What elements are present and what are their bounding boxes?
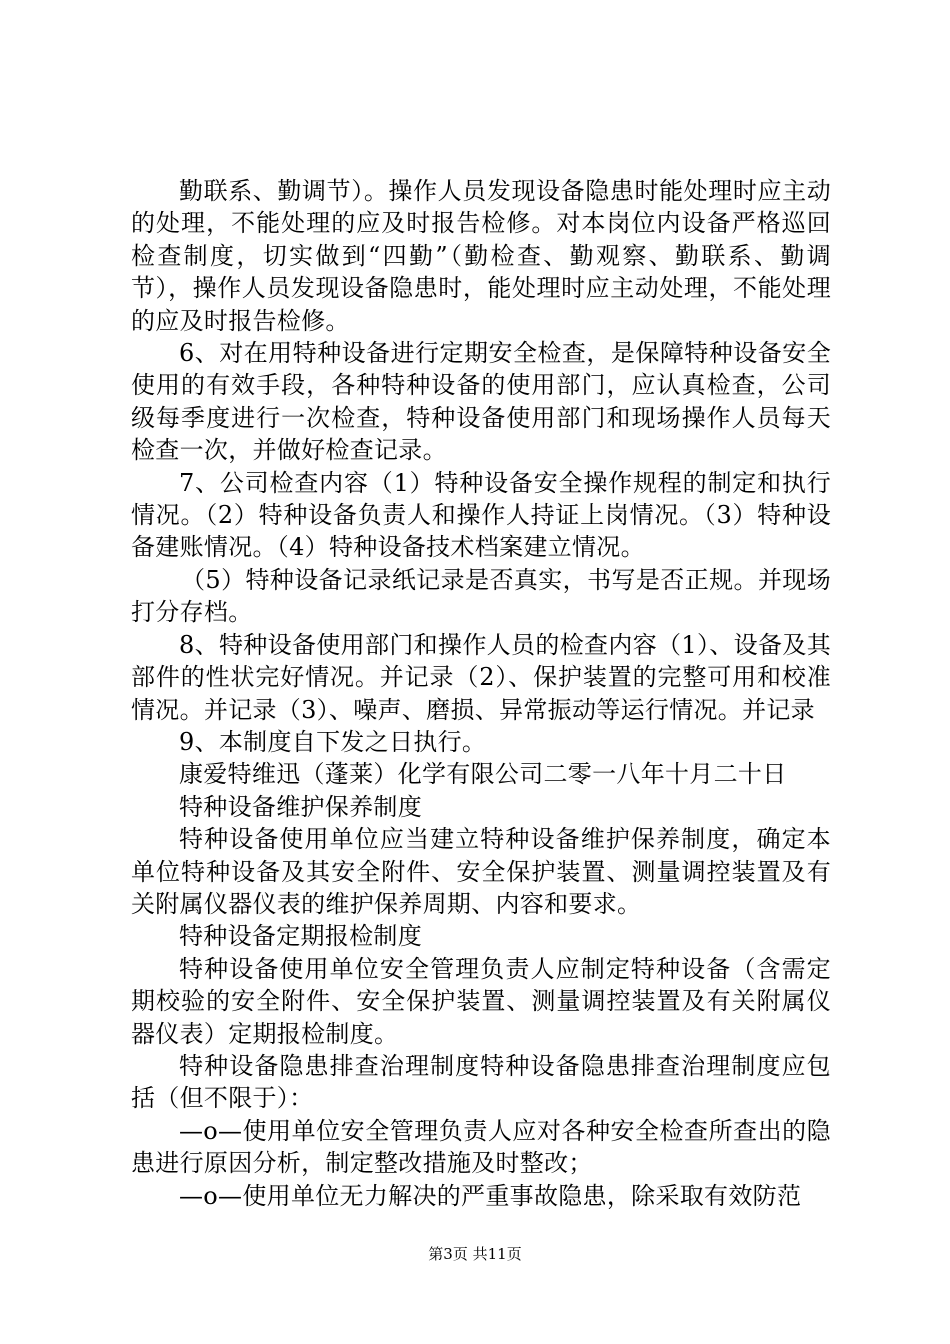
paragraph-maintenance: 特种设备使用单位应当建立特种设备维护保养制度，确定本单位特种设备及其安全附件、安全保护装置、测量调控装置及有关附属仪器仪表的维护保养周期、内容和要求。 — [131, 825, 831, 918]
heading-inspection: 特种设备定期报检制度 — [179, 922, 422, 951]
list-item-hazard-1: —o—使用单位安全管理负责人应对各种安全检查所查出的隐患进行原因分析，制定整改措施及时整改； — [131, 1116, 831, 1178]
paragraph-hazard-intro: 特种设备隐患排查治理制度特种设备隐患排查治理制度应包括（但不限于）： — [131, 1051, 831, 1113]
company-date-line: 康爱特维迅（蓬莱）化学有限公司二零一八年十月二十日 — [179, 760, 787, 789]
paragraph-item-7-5: （5）特种设备记录纸记录是否真实，书写是否正规。并现场打分存档。 — [131, 565, 831, 627]
document-body — [131, 175, 831, 1212]
paragraph-item-8: 8、特种设备使用部门和操作人员的检查内容（1）、设备及其部件的性状完好情况。并记录（2）、保护装置的完整可用和校准情况。并记录（3）、噪声、磨损、异常振动等运行情况。并记录 — [131, 630, 831, 724]
paragraph-item-6: 6、对在用特种设备进行定期安全检查，是保障特种设备安全使用的有效手段，各种特种设备的使用部门，应认真检查，公司级每季度进行一次检查，特种设备使用部门和现场操作人员每天检查一次，并做好检查记录。 — [131, 339, 831, 465]
heading-maintenance: 特种设备维护保养制度 — [179, 792, 422, 821]
paragraph-continuation: 勤联系、勤调节）。操作人员发现设备隐患时能处理时应主动的处理，不能处理的应及时报告检修。对本岗位内设备严格巡回检查制度，切实做到“四勤”（勤检查、勤观察、勤联系、勤调节），操作人员发现设备隐患时，能处理时应主动处理，不能处理的应及时报告检修。 — [131, 177, 831, 335]
paragraph-inspection: 特种设备使用单位安全管理负责人应制定特种设备（含需定期校验的安全附件、安全保护装置、测量调控装置及有关附属仪器仪表）定期报检制度。 — [131, 954, 831, 1048]
paragraph-item-7: 7、公司检查内容（1）特种设备安全操作规程的制定和执行情况。（2）特种设备负责人和操作人持证上岗情况。（3）特种设备建账情况。（4）特种设备技术档案建立情况。 — [131, 468, 831, 562]
page-footer: 第3页 共11页 — [428, 1245, 522, 1263]
list-item-hazard-2: —o—使用单位无力解决的严重事故隐患，除采取有效防范 — [179, 1181, 802, 1210]
paragraph-item-9: 9、本制度自下发之日执行。 — [179, 727, 487, 756]
